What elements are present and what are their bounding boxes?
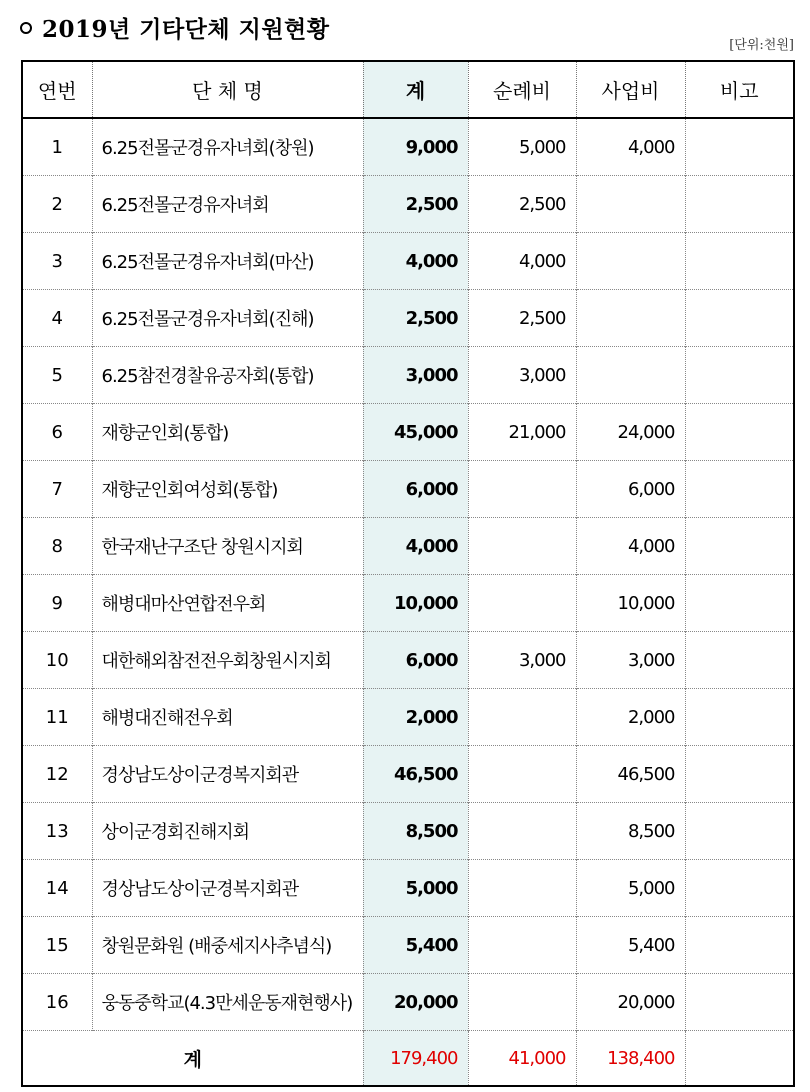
row-biz: 5,000 xyxy=(576,860,685,917)
table-row xyxy=(22,917,794,974)
table-row xyxy=(22,518,794,575)
row-name: 경상남도상이군경복지회관 xyxy=(92,746,363,803)
row-name: 6.25전몰군경유자녀회 xyxy=(92,176,363,233)
row-no: 11 xyxy=(22,689,92,746)
table-row xyxy=(22,347,794,404)
row-total: 6,000 xyxy=(363,461,468,518)
row-note xyxy=(685,233,794,290)
row-total: 6,000 xyxy=(363,632,468,689)
row-rate: 21,000 xyxy=(468,404,576,461)
row-name: 해병대마산연합전우회 xyxy=(92,575,363,632)
row-rate xyxy=(468,575,576,632)
row-name: 창원문화원 (배중세지사추념식) xyxy=(92,917,363,974)
row-total: 5,400 xyxy=(363,917,468,974)
row-rate: 5,000 xyxy=(468,118,576,176)
row-total: 2,500 xyxy=(363,176,468,233)
row-biz: 5,400 xyxy=(576,917,685,974)
note-total xyxy=(685,1031,794,1087)
table-row xyxy=(22,803,794,860)
row-no: 9 xyxy=(22,575,92,632)
row-biz: 20,000 xyxy=(576,974,685,1031)
row-total: 3,000 xyxy=(363,347,468,404)
row-no: 13 xyxy=(22,803,92,860)
row-biz: 6,000 xyxy=(576,461,685,518)
table-row xyxy=(22,746,794,803)
row-no: 12 xyxy=(22,746,92,803)
row-total: 2,000 xyxy=(363,689,468,746)
row-biz: 46,500 xyxy=(576,746,685,803)
table-row xyxy=(22,118,794,176)
row-name: 대한해외참전전우회창원시지회 xyxy=(92,632,363,689)
row-no: 10 xyxy=(22,632,92,689)
row-note xyxy=(685,689,794,746)
row-rate xyxy=(468,917,576,974)
table-row xyxy=(22,689,794,746)
table-row xyxy=(22,632,794,689)
row-rate xyxy=(468,803,576,860)
row-note xyxy=(685,746,794,803)
row-biz xyxy=(576,233,685,290)
header-biz: 사업비 xyxy=(576,61,685,118)
row-name: 상이군경회진해지회 xyxy=(92,803,363,860)
row-biz: 4,000 xyxy=(576,118,685,176)
row-no: 16 xyxy=(22,974,92,1031)
table-row xyxy=(22,461,794,518)
total-label: 계 xyxy=(22,1031,363,1087)
row-rate: 3,000 xyxy=(468,347,576,404)
row-no: 1 xyxy=(51,136,63,158)
row-no: 6 xyxy=(22,404,92,461)
header-no: 연번 xyxy=(22,61,92,118)
row-biz xyxy=(576,290,685,347)
row-total: 4,000 xyxy=(363,233,468,290)
title-row xyxy=(20,10,330,44)
row-note xyxy=(685,176,794,233)
row-note xyxy=(685,461,794,518)
table-row xyxy=(22,974,794,1031)
table-row xyxy=(22,233,794,290)
row-rate xyxy=(468,461,576,518)
row-name: 6.25전몰군경유자녀회(창원) xyxy=(92,118,363,176)
row-note xyxy=(685,974,794,1031)
row-rate xyxy=(468,974,576,1031)
circle-bullet-icon xyxy=(20,22,32,34)
row-biz: 4,000 xyxy=(576,518,685,575)
row-total: 5,000 xyxy=(363,860,468,917)
table-row xyxy=(22,575,794,632)
row-note xyxy=(685,575,794,632)
row-biz: 2,000 xyxy=(576,689,685,746)
table-row xyxy=(22,860,794,917)
row-no: 2 xyxy=(22,176,92,233)
total-row xyxy=(22,1031,794,1087)
row-note xyxy=(685,118,794,176)
row-total: 20,000 xyxy=(363,974,468,1031)
grand-total: 179,400 xyxy=(363,1031,468,1087)
row-biz: 8,500 xyxy=(576,803,685,860)
row-rate xyxy=(468,518,576,575)
row-rate xyxy=(468,689,576,746)
row-no: 8 xyxy=(22,518,92,575)
row-biz xyxy=(576,176,685,233)
row-note xyxy=(685,347,794,404)
unit-label: [단위:천원] xyxy=(729,38,794,53)
row-note xyxy=(685,290,794,347)
row-rate: 3,000 xyxy=(468,632,576,689)
rate-total: 41,000 xyxy=(468,1031,576,1087)
row-biz: 3,000 xyxy=(576,632,685,689)
header-rate: 순례비 xyxy=(468,61,576,118)
row-no: 7 xyxy=(22,461,92,518)
row-biz: 24,000 xyxy=(576,404,685,461)
row-total: 2,500 xyxy=(363,290,468,347)
row-name: 경상남도상이군경복지회관 xyxy=(92,860,363,917)
row-name: 해병대진해전우회 xyxy=(92,689,363,746)
row-total: 46,500 xyxy=(363,746,468,803)
row-total: 4,000 xyxy=(363,518,468,575)
header-total: 계 xyxy=(363,61,468,118)
row-note xyxy=(685,860,794,917)
row-rate: 2,500 xyxy=(468,290,576,347)
row-name: 재향군인회여성회(통합) xyxy=(92,461,363,518)
row-total: 9,000 xyxy=(363,118,468,176)
row-total: 8,500 xyxy=(363,803,468,860)
biz-total: 138,400 xyxy=(576,1031,685,1087)
header-name: 단 체 명 xyxy=(92,61,363,118)
row-rate xyxy=(468,860,576,917)
table-row xyxy=(22,404,794,461)
row-rate: 2,500 xyxy=(468,176,576,233)
row-no: 5 xyxy=(22,347,92,404)
row-note xyxy=(685,917,794,974)
row-name: 한국재난구조단 창원시지회 xyxy=(92,518,363,575)
row-name: 6.25전몰군경유자녀회(마산) xyxy=(92,233,363,290)
row-total: 45,000 xyxy=(363,404,468,461)
row-note xyxy=(685,632,794,689)
support-table xyxy=(21,60,795,1087)
row-name: 웅동중학교(4.3만세운동재현행사) xyxy=(92,974,363,1031)
row-note xyxy=(685,518,794,575)
row-no: 14 xyxy=(22,860,92,917)
row-biz xyxy=(576,347,685,404)
header-row xyxy=(22,61,794,118)
row-no: 3 xyxy=(22,233,92,290)
row-name: 6.25전몰군경유자녀회(진해) xyxy=(92,290,363,347)
row-biz: 10,000 xyxy=(576,575,685,632)
row-note xyxy=(685,404,794,461)
row-rate: 4,000 xyxy=(468,233,576,290)
header-note: 비고 xyxy=(685,61,794,118)
row-note xyxy=(685,803,794,860)
row-no: 4 xyxy=(22,290,92,347)
row-name: 6.25참전경찰유공자회(통합) xyxy=(92,347,363,404)
row-no: 15 xyxy=(22,917,92,974)
page-title: 2019년 기타단체 지원현황 xyxy=(42,15,330,43)
row-name: 재향군인회(통합) xyxy=(92,404,363,461)
table-row xyxy=(22,176,794,233)
row-rate xyxy=(468,746,576,803)
table-row xyxy=(22,290,794,347)
row-total: 10,000 xyxy=(363,575,468,632)
